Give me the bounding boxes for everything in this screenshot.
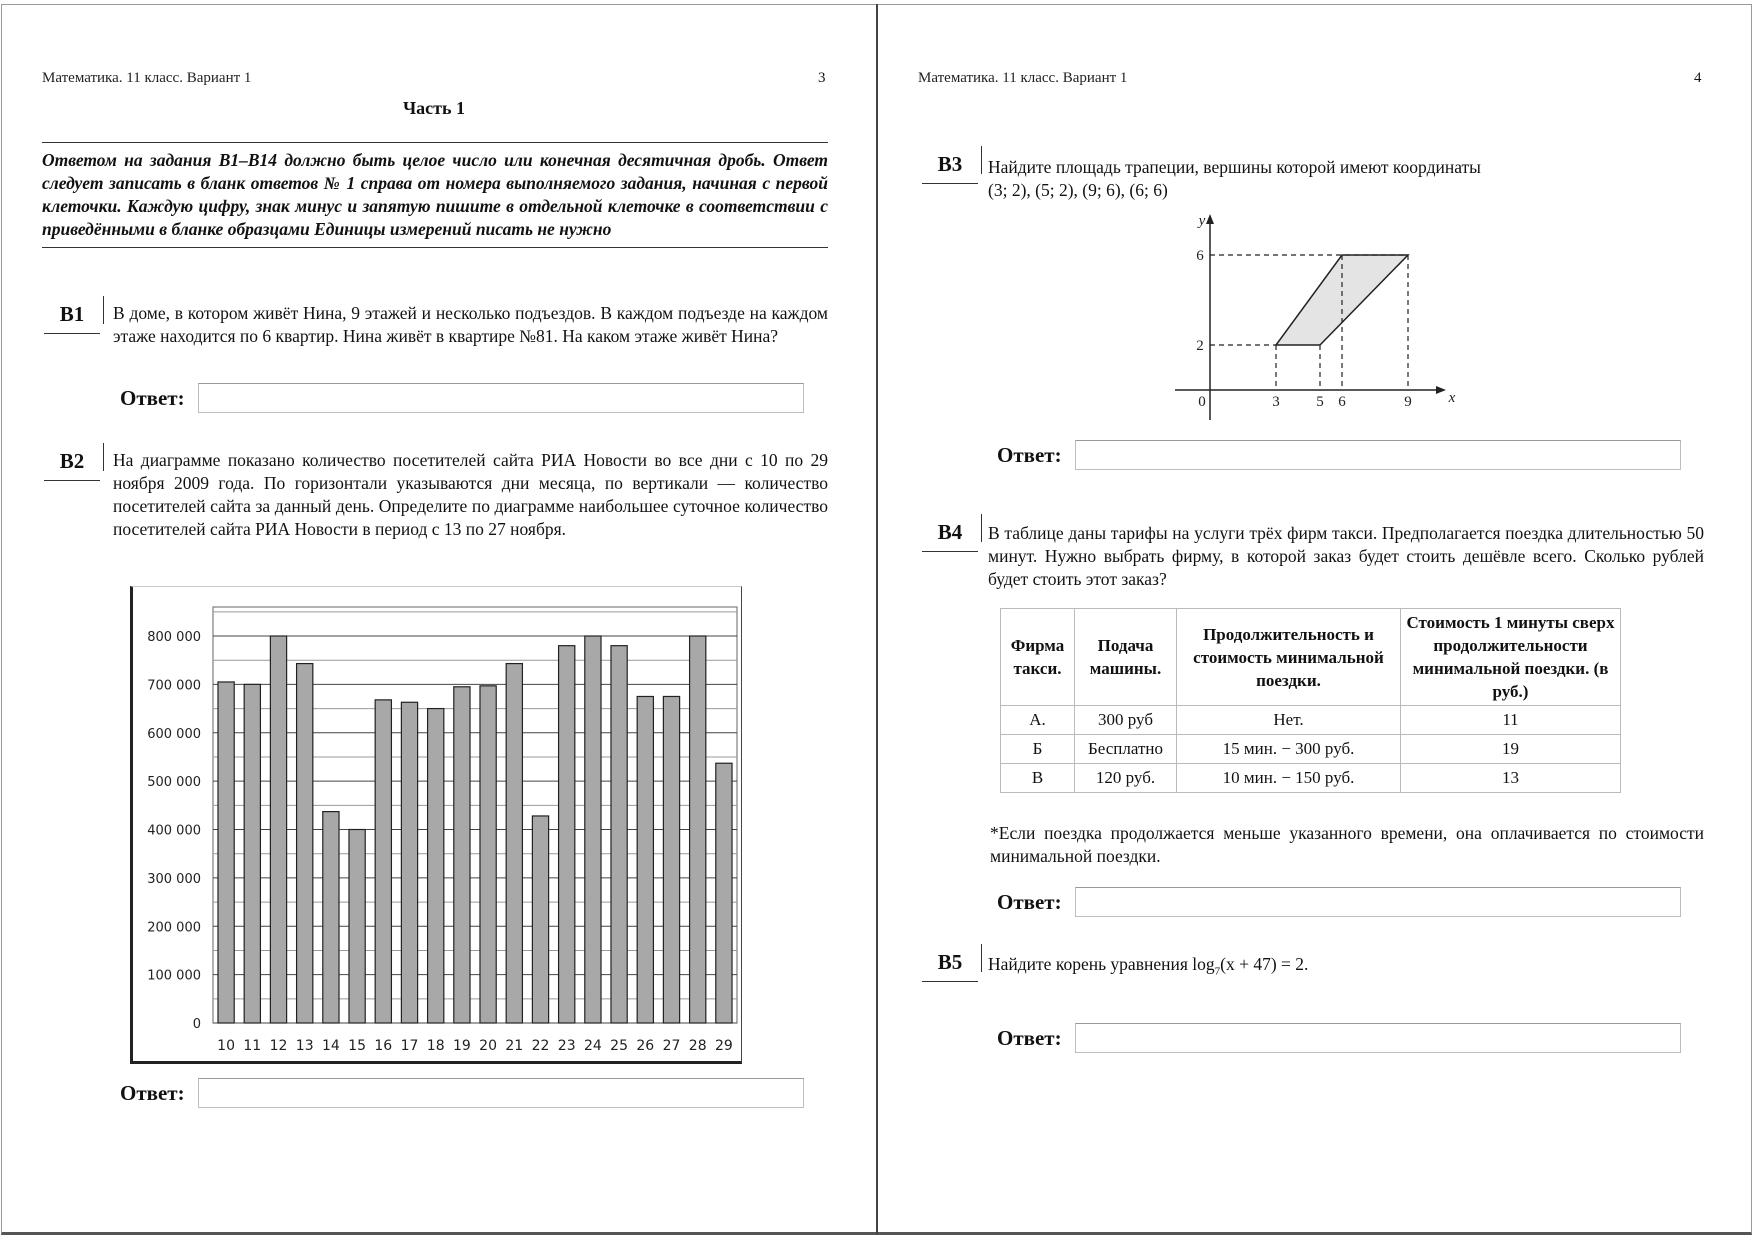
col-header-firm: Фирма такси. [1001, 609, 1075, 706]
answer-b4 [997, 887, 1681, 917]
svg-text:26: 26 [636, 1038, 655, 1054]
table-header-row [1001, 609, 1621, 706]
svg-text:14: 14 [321, 1038, 340, 1054]
svg-text:25: 25 [610, 1038, 629, 1054]
svg-text:9: 9 [1404, 394, 1412, 410]
cell: В [1001, 764, 1075, 793]
log-base: 7 [1214, 965, 1221, 978]
col-header-min-trip: Продолжительность и стоимость минимальной поездки. [1177, 609, 1401, 706]
svg-text:400 000: 400 000 [147, 823, 201, 839]
answer-label: Ответ: [120, 1080, 185, 1105]
task-label-b5: B5 [922, 946, 978, 982]
svg-text:28: 28 [688, 1038, 707, 1054]
svg-text:13: 13 [295, 1038, 314, 1054]
task-label-b3: B3 [922, 148, 978, 184]
answer-b3 [997, 440, 1681, 470]
task-text-b3-line1: Найдите площадь трапеции, вершины которой имеют координаты [988, 157, 1481, 177]
page-number: 3 [818, 70, 826, 86]
answer-input-b4[interactable] [1075, 887, 1681, 917]
trapezoid-graph [1170, 210, 1460, 425]
svg-text:300 000: 300 000 [147, 871, 201, 887]
taxi-tariffs-table [1000, 608, 1621, 793]
task-label-b4: B4 [922, 516, 978, 552]
answer-label: Ответ: [997, 442, 1062, 467]
answer-label: Ответ: [997, 889, 1062, 914]
part-title: Часть 1 [402, 98, 466, 118]
svg-text:24: 24 [583, 1038, 602, 1054]
answer-label: Ответ: [120, 385, 185, 410]
cell: Нет. [1177, 706, 1401, 735]
svg-text:18: 18 [426, 1038, 445, 1054]
answer-input-b5[interactable] [1075, 1023, 1681, 1053]
svg-text:x: x [1448, 390, 1456, 406]
task-label-b2: B2 [44, 445, 100, 481]
answer-b5 [997, 1023, 1681, 1053]
page-number: 4 [1694, 70, 1702, 86]
task-text-b1: В доме, в котором живёт Нина, 9 этажей и несколько подъездов. В каждом подъезде на каждом этаже находится по 6 квартир. Нина живёт в квартире №81. На каком этаже живёт Нина? [113, 303, 828, 346]
svg-text:700 000: 700 000 [147, 678, 201, 694]
svg-text:800 000: 800 000 [147, 630, 201, 645]
svg-text:29: 29 [714, 1038, 733, 1054]
svg-text:12: 12 [269, 1038, 288, 1054]
svg-text:6: 6 [1196, 248, 1204, 264]
svg-text:2: 2 [1196, 338, 1204, 354]
svg-text:100 000: 100 000 [147, 968, 201, 984]
answer-label: Ответ: [997, 1025, 1062, 1050]
cell: Бесплатно [1075, 735, 1177, 764]
cell: Б [1001, 735, 1075, 764]
svg-text:y: y [1198, 213, 1206, 229]
svg-text:5: 5 [1316, 394, 1324, 410]
col-header-per-minute: Стоимость 1 минуты сверх продолжительности минимальной поездки. (в руб.) [1401, 609, 1621, 706]
table-row [1001, 735, 1621, 764]
cell: 13 [1401, 764, 1621, 793]
svg-text:200 000: 200 000 [147, 920, 201, 936]
svg-text:27: 27 [662, 1038, 681, 1054]
svg-text:23: 23 [557, 1038, 576, 1054]
svg-text:10: 10 [217, 1038, 236, 1054]
svg-text:0: 0 [192, 1017, 201, 1032]
table-row [1001, 706, 1621, 735]
task-text-b3-line2: (3; 2), (5; 2), (9; 6), (6; 6) [988, 180, 1168, 200]
svg-text:16: 16 [374, 1038, 393, 1054]
table-row [1001, 764, 1621, 793]
svg-text:17: 17 [400, 1038, 419, 1054]
svg-text:500 000: 500 000 [147, 775, 201, 791]
task-text-b4: В таблице даны тарифы на услуги трёх фирм такси. Предполагается поездка длительностью 50 минут. Нужно выбрать фирму, в которой заказ будет стоить дешёвле всего. Сколько рублей будет стоить этот заказ? [988, 523, 1704, 589]
cell: 19 [1401, 735, 1621, 764]
svg-text:21: 21 [505, 1038, 524, 1054]
cell: 10 мин. − 150 руб. [1177, 764, 1401, 793]
cell: 300 руб [1075, 706, 1177, 735]
svg-text:6: 6 [1338, 394, 1346, 410]
task-text-b2: На диаграмме показано количество посетителей сайта РИА Новости во все дни с 10 по 29 ноября 2009 года. По горизонтали указываются дни месяца, по вертикали — количество посетителей сайта за данный день. Определите по диаграмме наибольшее суточное количество посетителей сайта РИА Новости в период с 13 по 27 ноября. [113, 450, 828, 539]
equation-prefix: Найдите корень уравнения log [988, 954, 1215, 974]
svg-text:22: 22 [531, 1038, 550, 1054]
cell: А. [1001, 706, 1075, 735]
svg-text:0: 0 [1198, 394, 1206, 410]
footnote: *Если поездка продолжается меньше указанного времени, она оплачивается по стоимости минимальной поездки. [990, 823, 1704, 866]
svg-text:3: 3 [1272, 394, 1280, 410]
equation-suffix: (x + 47) = 2. [1220, 954, 1309, 974]
cell: 11 [1401, 706, 1621, 735]
svg-text:11: 11 [243, 1038, 262, 1054]
page-header: Математика. 11 класс. Вариант 1 [918, 70, 1128, 86]
task-text-b3 [988, 156, 1708, 202]
col-header-pickup: Подача машины. [1075, 609, 1177, 706]
svg-text:600 000: 600 000 [147, 726, 201, 742]
svg-text:15: 15 [348, 1038, 367, 1054]
page-header: Математика. 11 класс. Вариант 1 [42, 70, 252, 86]
svg-text:19: 19 [452, 1038, 471, 1054]
instructions: Ответом на задания B1–B14 должно быть целое число или конечная десятичная дробь. Ответ следует записать в бланк ответов № 1 справа от номера выполняемого задания, начиная с первой клеточки. Каждую цифру, знак минус и запятую пишите в отдельной клеточке в соответствии с приведёнными в бланке образцами Единицы измерений писать не нужно [42, 142, 828, 248]
answer-input-b3[interactable] [1075, 440, 1681, 470]
cell: 120 руб. [1075, 764, 1177, 793]
task-label-b1: B1 [44, 298, 100, 334]
svg-text:20: 20 [479, 1038, 498, 1054]
task-text-b5 [988, 953, 1704, 984]
cell: 15 мин. − 300 руб. [1177, 735, 1401, 764]
